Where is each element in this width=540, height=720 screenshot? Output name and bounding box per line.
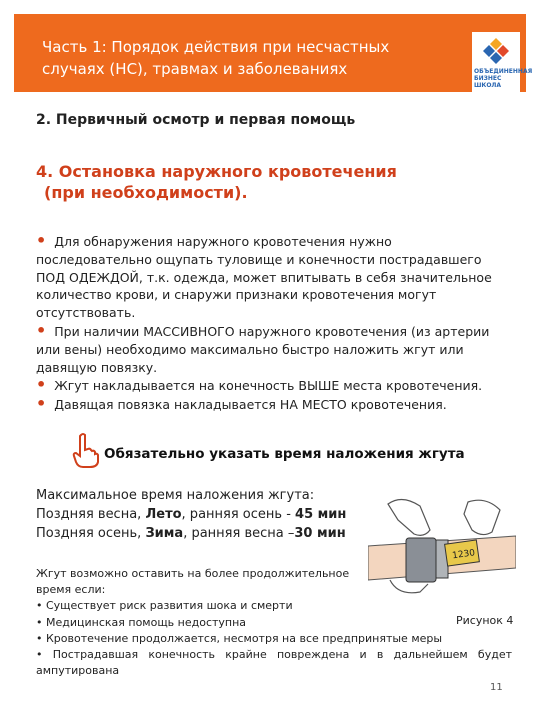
bullet-item: • Для обнаружения наружного кровотечения нужно последовательно ощупать туловище и конечности пострадавшего ПОД ОДЕЖДОЙ, т.к. одежда, может впитывать в себя значительное количество крови, и снаружи признаки кровотечения могут отсутствовать. [36,231,492,321]
condition-item: • Существует риск развития шока и смерти [36,599,293,613]
subsection-heading: 4. Остановка наружного кровотечения (при необходимости). [36,162,397,202]
times-summer: Поздняя весна, Лето, ранняя осень - 45 мин [36,507,347,522]
school-logo [472,32,533,96]
page-number: 11 [490,682,503,693]
tourniquet-times [36,486,366,543]
tourniquet-tag: 1230 [451,548,476,562]
header-banner [14,14,533,92]
times-winter: Поздняя осень, Зима, ранняя весна –30 мин [36,526,346,541]
raised-finger-icon [70,432,100,468]
condition-item: • Кровотечение продолжается, несмотря на все предпринятые меры [36,631,443,645]
bullet-item: • При наличии МАССИВНОГО наружного кровотечения (из артерии или вены) необходимо максимально быстро наложить жгут или давящую повязку. [36,320,490,375]
extended-time-conditions: Жгут возможно оставить на более продолжительное время если: • Существует риск развития шока и смерти • Медицинская помощь недоступна • Кровотечение продолжается, несмотря на все предпринятые меры • Пострадавшая конечность крайне повреждена и в дальнейшем будет ампутирована [36,566,512,679]
bullet-item: • Жгут накладывается на конечность ВЫШЕ места кровотечения. [36,375,483,395]
condition-item: • Пострадавшая конечность крайне повреждена и в дальнейшем будет ампутирована [36,648,512,678]
times-heading: Максимальное время наложения жгута: [36,488,315,503]
bullet-list [36,232,506,414]
page-title: Часть 1: Порядок действия при несчастных случаях (НС), травмах и заболеваниях [42,38,390,78]
warning-row [70,432,500,468]
figure-caption: Рисунок 4 [456,614,514,627]
condition-item: • Медицинская помощь недоступна [36,615,247,629]
logo-text: ОБЪЕДИНЕННАЯ БИЗНЕС ШКОЛА [474,68,533,89]
bullet-item: • Давящая повязка накладывается НА МЕСТО кровотечения. [36,394,447,414]
section-heading: 2. Первичный осмотр и первая помощь [36,112,356,128]
logo-mark-icon [478,36,514,66]
warning-text: Обязательно указать время наложения жгута [104,446,465,462]
